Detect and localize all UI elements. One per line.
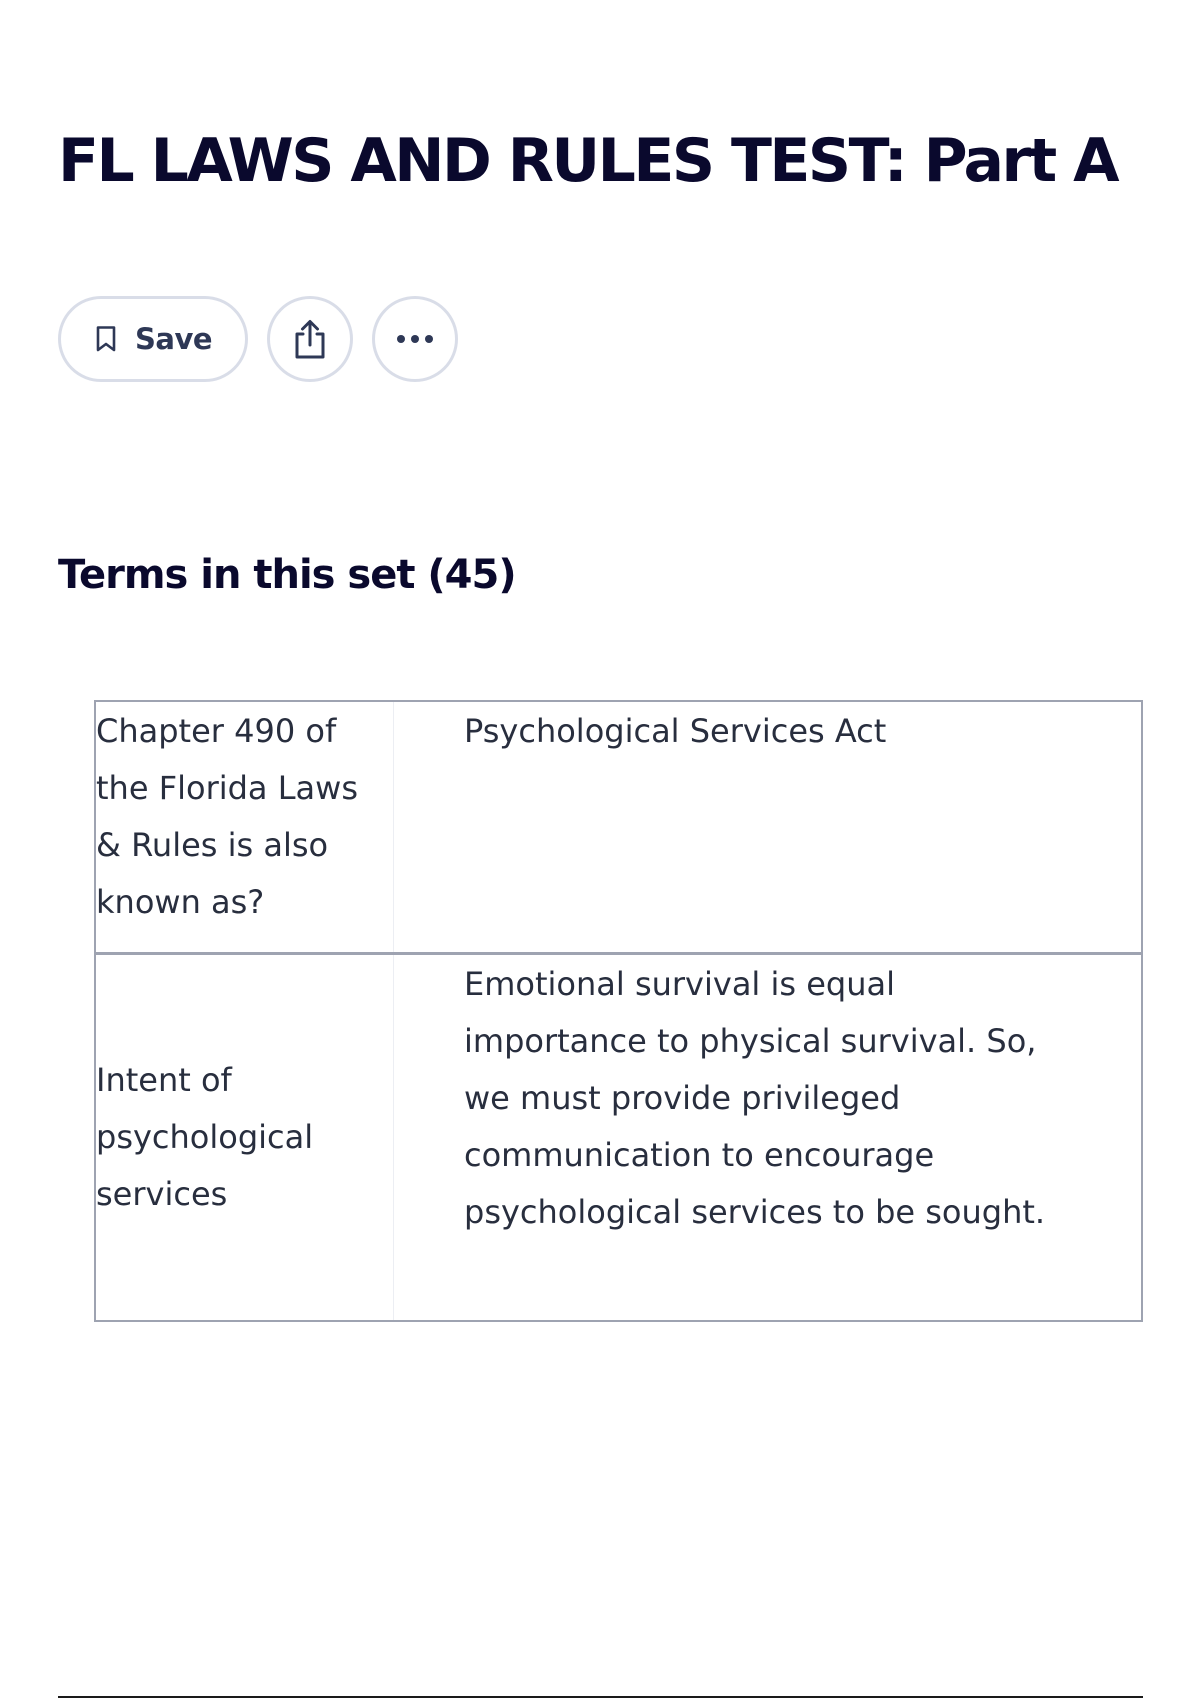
definition-text: Psychological Services Act	[464, 712, 887, 750]
bookmark-icon	[95, 325, 117, 353]
term-card	[94, 700, 1143, 954]
bottom-divider	[58, 1696, 1143, 1698]
terms-list	[94, 700, 1143, 1322]
save-button-label: Save	[135, 322, 213, 356]
term-text: Chapter 490 of the Florida Laws & Rules is also known as?	[96, 702, 394, 952]
page-title: FL LAWS AND RULES TEST: Part A	[58, 126, 1118, 196]
more-options-button[interactable]	[372, 296, 458, 382]
term-text: Intent of psychological services	[96, 955, 394, 1320]
more-options-icon	[395, 334, 435, 344]
definition-text: Emotional survival is equal importance to physical survival. So, we must provide privileged communication to encourage psychological services to be sought.	[464, 965, 1046, 1231]
share-button[interactable]	[267, 296, 353, 382]
terms-heading: Terms in this set (45)	[58, 552, 516, 598]
term-card	[94, 954, 1143, 1322]
share-icon	[291, 318, 329, 360]
set-actions-toolbar	[58, 296, 458, 382]
save-button[interactable]	[58, 296, 248, 382]
